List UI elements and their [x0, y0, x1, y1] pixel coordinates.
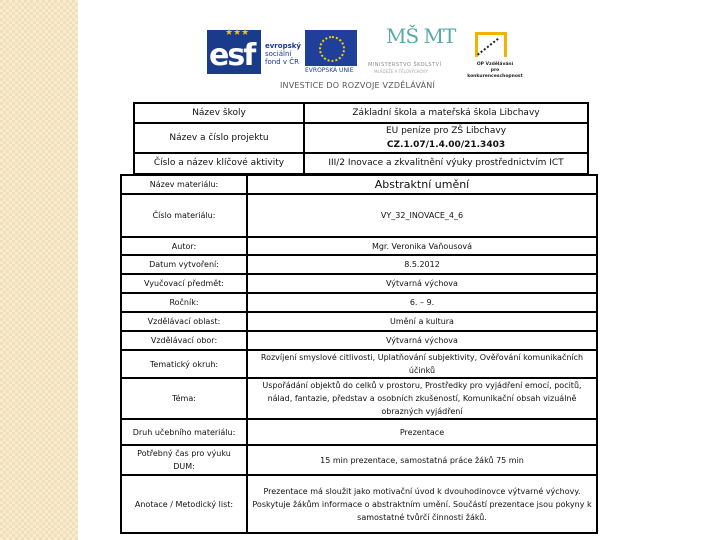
label-cell: Název materiálu:	[121, 175, 247, 194]
value-cell: 6. – 9.	[247, 293, 597, 312]
label-cell: Vzdělávací obor:	[121, 331, 247, 350]
table-row	[121, 175, 597, 194]
label-cell: Tematický okruh:	[121, 350, 247, 378]
value-cell: Základní škola a mateřská škola Libchavy	[304, 103, 588, 123]
label-cell: Anotace / Metodický list:	[121, 475, 247, 533]
table-row	[121, 274, 597, 293]
label-cell: Datum vytvoření:	[121, 255, 247, 274]
table-row	[121, 331, 597, 350]
table-row	[121, 293, 597, 312]
table-row	[121, 475, 597, 533]
star-icon: ★★★	[225, 28, 250, 38]
value-cell: Výtvarná výchova	[247, 274, 597, 293]
table-row	[121, 312, 597, 331]
table-row	[121, 378, 597, 419]
decorative-sidebar	[0, 0, 78, 540]
msmt-logo: MŠ MT MINISTERSTVO ŠKOLSTVÍ MLÁDEŽE A TĚLOVÝCHOVY	[368, 24, 456, 74]
value-cell: Prezentace má sloužit jako motivační úvod k dvouhodinovce výtvarné výchovy. Poskytuje žákům informace o abstraktním umění. Součástí prezentace jsou pokyny k samostatné tvůrčí činnosti žáků.	[247, 475, 597, 533]
label-cell: Vyučovací předmět:	[121, 274, 247, 293]
logo-banner	[205, 24, 530, 96]
value-cell: Mgr. Veronika Vaňousová	[247, 237, 597, 255]
material-info-table	[120, 174, 598, 534]
value-cell: 15 min prezentace, samostatná práce žáků 75 min	[247, 445, 597, 475]
table-row	[121, 237, 597, 255]
table-row	[121, 445, 597, 475]
label-cell: Název a číslo projektu	[134, 123, 304, 153]
table-row	[134, 123, 588, 153]
value-cell: VY_32_INOVACE_4_6	[247, 194, 597, 237]
value-cell: Výtvarná výchova	[247, 331, 597, 350]
value-cell: III/2 Inovace a zkvalitnění výuky prostřednictvím ICT	[304, 153, 588, 174]
label-cell: Druh učebního materiálu:	[121, 419, 247, 445]
table-row	[121, 419, 597, 445]
label-cell: Číslo a název klíčové aktivity	[134, 153, 304, 174]
value-cell: Prezentace	[247, 419, 597, 445]
tagline: INVESTICE DO ROZVOJE VZDĚLÁVÁNÍ	[280, 81, 436, 90]
label-cell: Ročník:	[121, 293, 247, 312]
table-row	[134, 103, 588, 123]
project-info-table	[133, 102, 589, 176]
label-cell: Vzdělávací oblast:	[121, 312, 247, 331]
table-row	[121, 255, 597, 274]
value-cell: EU peníze pro ZŠ Libchavy CZ.1.07/1.4.00/21.3403	[304, 123, 588, 153]
table-row	[121, 350, 597, 378]
value-cell: Umění a kultura	[247, 312, 597, 331]
value-cell: Uspořádání objektů do celků v prostoru, Prostředky pro vyjádření emocí, pocitů, nálad, fantazie, představ a osobních zkušeností, Komunikační obsah vizuálně obrazných vyjádření	[247, 378, 597, 419]
value-cell: Rozvíjení smyslové citlivosti, Uplatňování subjektivity, Ověřování komunikačních účinků	[247, 350, 597, 378]
eu-flag-logo: EVROPSKÁ UNIE	[305, 30, 363, 74]
label-cell: Autor:	[121, 237, 247, 255]
table-row	[134, 153, 588, 174]
project-code: CZ.1.07/1.4.00/21.3403	[386, 140, 506, 150]
label-cell: Potřebný čas pro výuku DUM:	[121, 445, 247, 475]
label-cell: Název školy	[134, 103, 304, 123]
esf-text: evropský sociální fond v ČR	[265, 42, 301, 66]
value-cell: Abstraktní umění	[247, 175, 597, 194]
table-row	[121, 194, 597, 237]
value-cell: 8.5.2012	[247, 255, 597, 274]
op-vk-logo: OP Vzdělávání pro konkurenceschopnost	[463, 32, 527, 76]
esf-logo: ★★★ esf evropský sociální fond v ČR	[209, 28, 301, 73]
label-cell: Číslo materiálu:	[121, 194, 247, 237]
label-cell: Téma:	[121, 378, 247, 419]
